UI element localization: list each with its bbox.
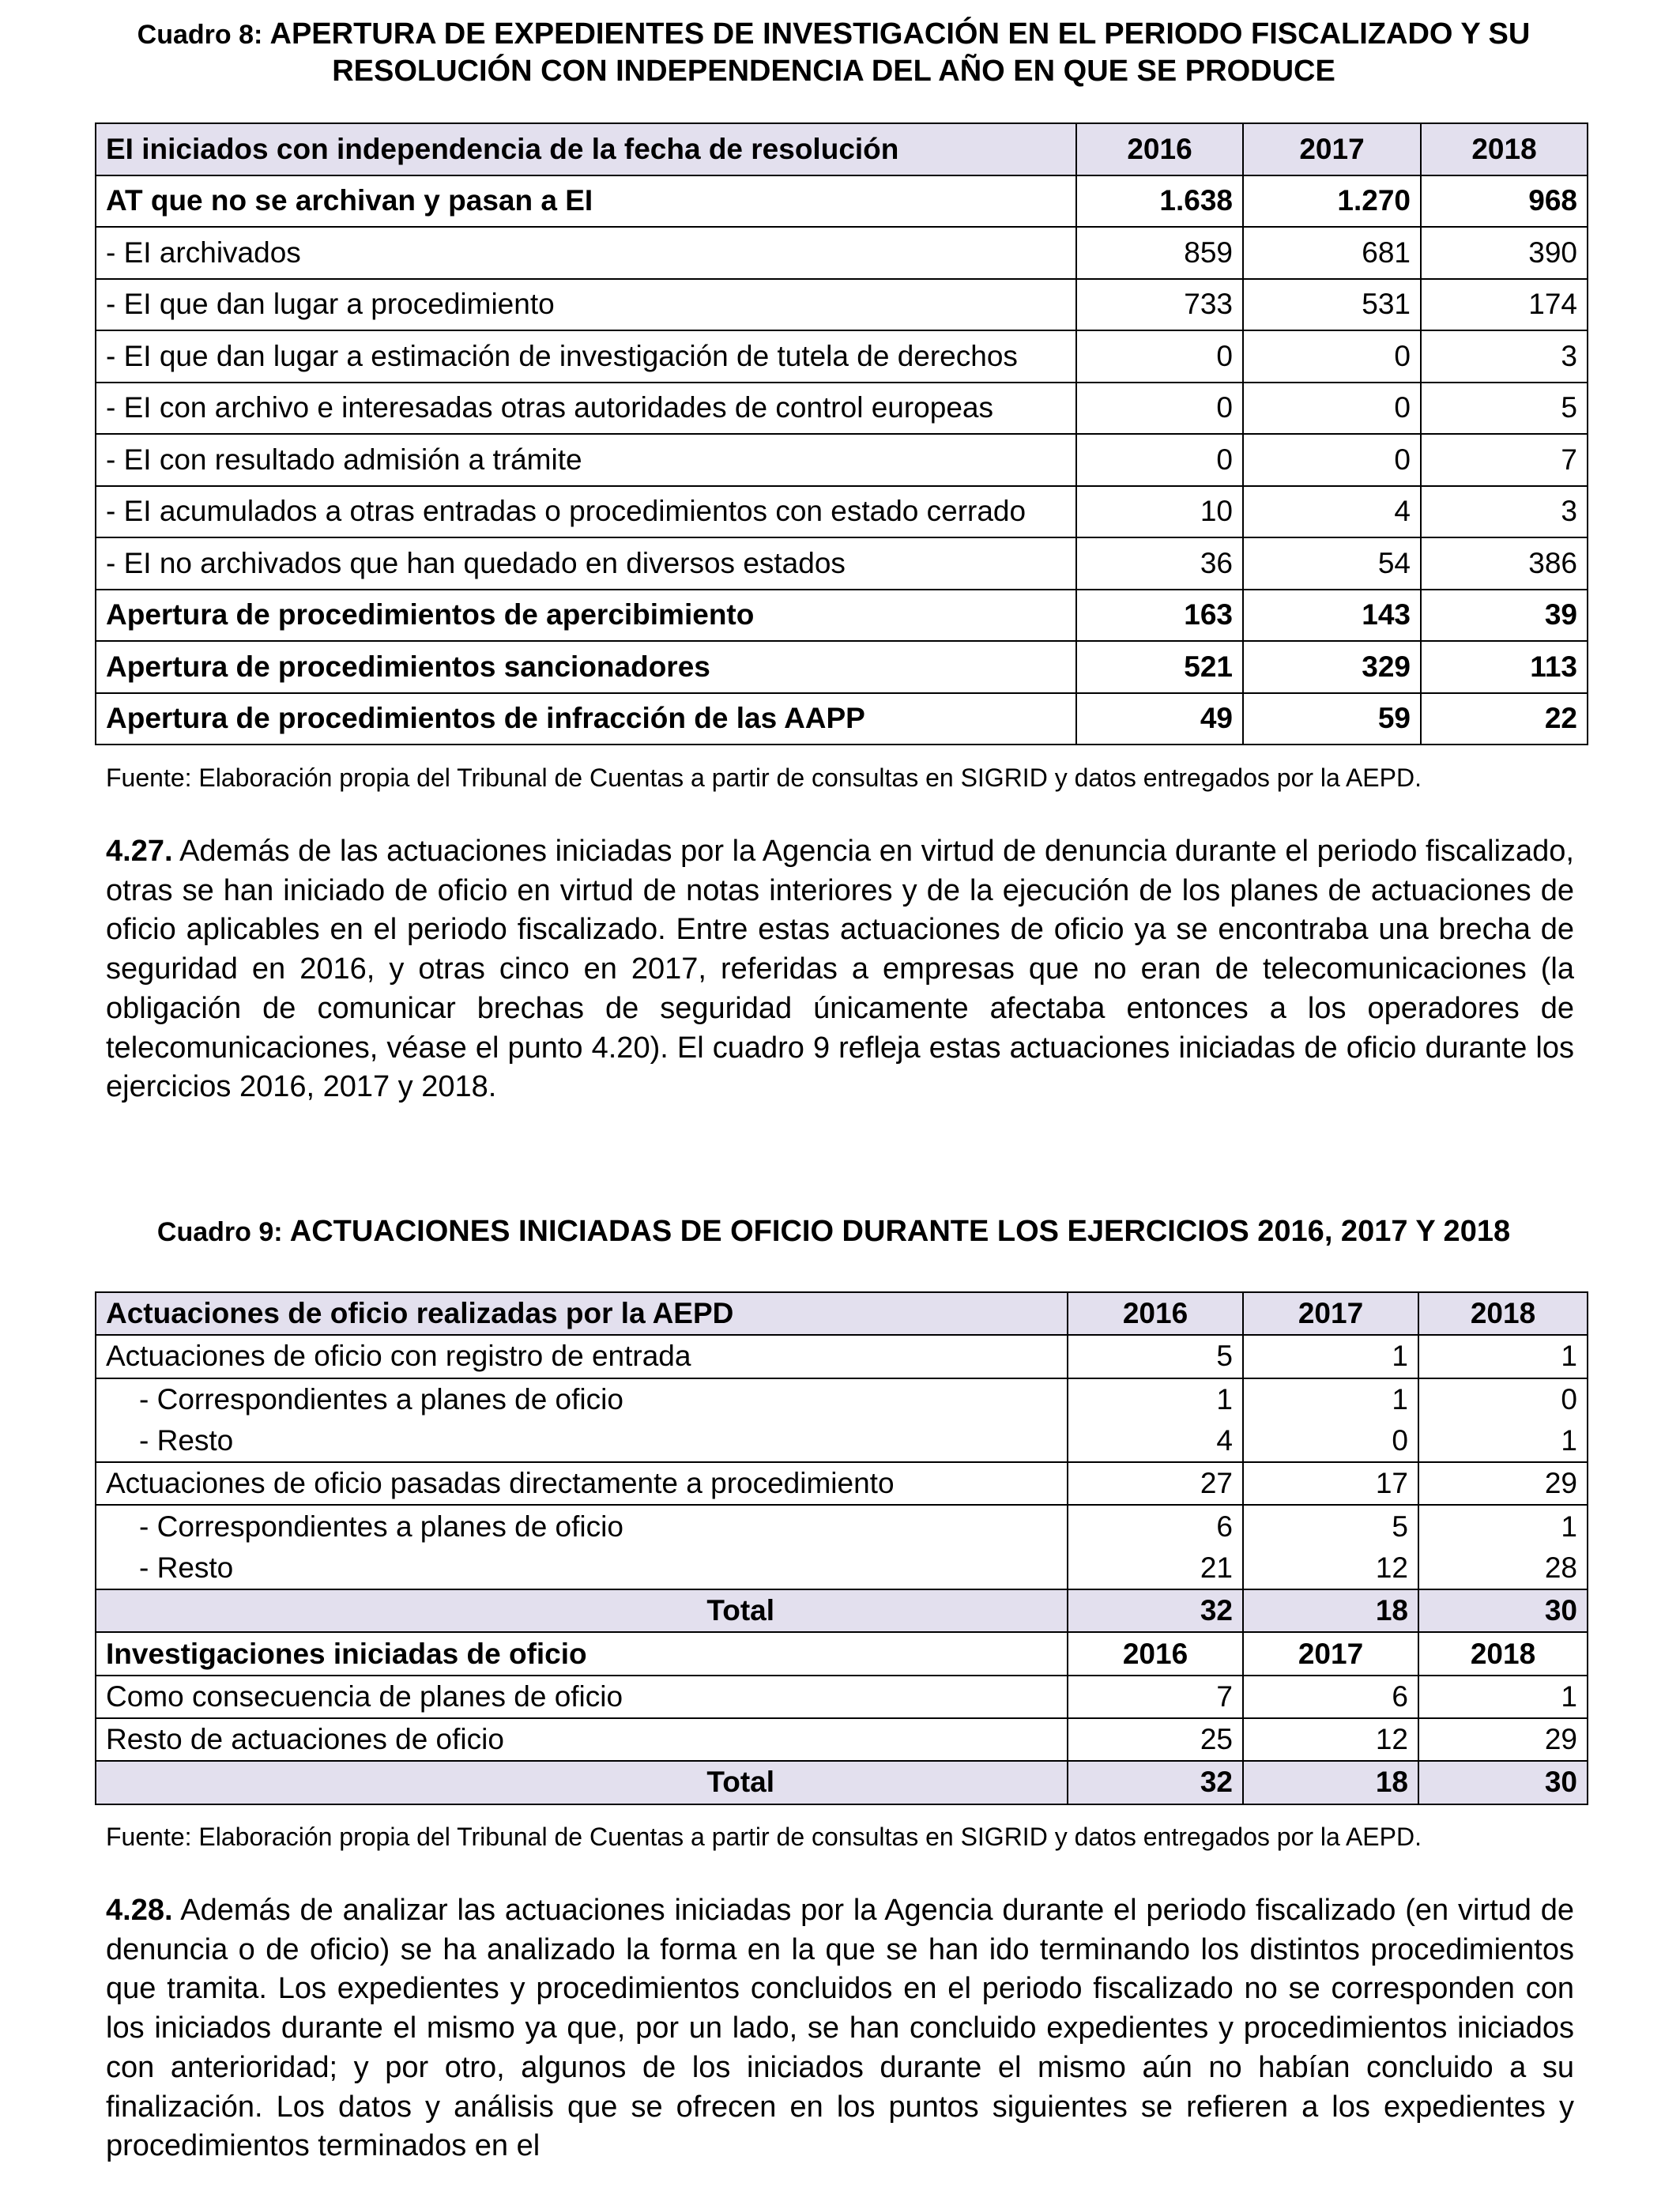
total-2017: 18 [1243,1589,1418,1632]
cell-2016: 4 [1068,1420,1243,1462]
section-header-2017: 2017 [1243,1632,1418,1675]
cell-2016: 10 [1076,486,1243,538]
table-row [96,590,1588,642]
cell-2018: 390 [1421,227,1588,279]
cell-2016: 0 [1076,434,1243,486]
cell-2018: 0 [1418,1378,1588,1420]
row-label: - EI con resultado admisión a trámite [96,434,1076,486]
row-label: - EI que dan lugar a procedimiento [96,279,1076,331]
cell-2018: 29 [1418,1462,1588,1505]
cell-2017: 59 [1243,693,1421,745]
cell-2016: 27 [1068,1462,1243,1505]
section-header-row [96,1632,1588,1675]
header-cell-2016: 2016 [1068,1292,1243,1335]
row-label: AT que no se archivan y pasan a EI [96,175,1076,228]
total-2016: 32 [1068,1589,1243,1632]
table-row [96,1547,1588,1589]
row-label: - Correspondientes a planes de oficio [96,1378,1068,1420]
cell-2016: 5 [1068,1335,1243,1378]
cuadro9-caption [71,1213,1596,1250]
row-label: - Resto [96,1547,1068,1589]
paragraph-number: 4.28. [106,1894,173,1927]
cell-2016: 1.638 [1076,175,1243,228]
cell-2017: 12 [1243,1718,1418,1761]
cuadro8-caption [71,16,1596,89]
cell-2017: 0 [1243,330,1421,383]
section-header-2018: 2018 [1418,1632,1588,1675]
cell-2018: 113 [1421,641,1588,693]
cuadro8-title-line1: APERTURA DE EXPEDIENTES DE INVESTIGACIÓN EN EL PERIODO FISCALIZADO Y SU [269,17,1531,51]
section-header-label: Investigaciones iniciadas de oficio [96,1632,1068,1675]
paragraph-number: 4.27. [106,835,173,868]
table-row [96,641,1588,693]
cell-2016: 0 [1076,383,1243,435]
total-label: Total [96,1761,1068,1804]
header-cell-2018: 2018 [1421,123,1588,175]
table-row [96,279,1588,331]
cell-2016: 859 [1076,227,1243,279]
cell-2016: 733 [1076,279,1243,331]
header-cell-concept: Actuaciones de oficio realizadas por la AEPD [96,1292,1068,1335]
cell-2018: 29 [1418,1718,1588,1761]
table-header-row [96,123,1588,175]
table-row [96,434,1588,486]
table-row [96,1335,1588,1378]
header-cell-2018: 2018 [1418,1292,1588,1335]
table-row [96,1718,1588,1761]
cuadro8-table [95,123,1588,745]
cell-2017: 6 [1243,1676,1418,1718]
row-label: - EI archivados [96,227,1076,279]
cell-2017: 681 [1243,227,1421,279]
table-row [96,227,1588,279]
cell-2017: 531 [1243,279,1421,331]
row-label: - EI que dan lugar a estimación de investigación de tutela de derechos [96,330,1076,383]
cell-2018: 3 [1421,330,1588,383]
paragraph-4-27 [106,832,1574,1107]
cell-2018: 1 [1418,1420,1588,1462]
cell-2017: 54 [1243,537,1421,590]
total-2018: 30 [1418,1761,1588,1804]
cell-2016: 7 [1068,1676,1243,1718]
table-header-row [96,1292,1588,1335]
table-row [96,1420,1588,1462]
row-label: Apertura de procedimientos de apercibimiento [96,590,1076,642]
cell-2018: 3 [1421,486,1588,538]
table-row [96,693,1588,745]
table-row [96,1462,1588,1505]
total-row [96,1589,1588,1632]
cell-2018: 968 [1421,175,1588,228]
total-2016: 32 [1068,1761,1243,1804]
cell-2016: 6 [1068,1505,1243,1547]
header-cell-2016: 2016 [1076,123,1243,175]
total-2017: 18 [1243,1761,1418,1804]
cuadro9-label: Cuadro 9: [156,1217,283,1247]
cuadro8-caption-line1 [71,16,1596,53]
section-header-2016: 2016 [1068,1632,1243,1675]
cuadro9-table [95,1291,1588,1805]
table-row [96,1505,1588,1547]
cell-2017: 17 [1243,1462,1418,1505]
cell-2017: 0 [1243,1420,1418,1462]
total-row [96,1761,1588,1804]
cell-2018: 5 [1421,383,1588,435]
cell-2016: 21 [1068,1547,1243,1589]
cuadro8-title-line2: RESOLUCIÓN CON INDEPENDENCIA DEL AÑO EN QUE SE PRODUCE [332,55,1335,88]
total-2018: 30 [1418,1589,1588,1632]
cell-2017: 0 [1243,383,1421,435]
cell-2018: 1 [1418,1335,1588,1378]
paragraph-text: Además de analizar las actuaciones iniciadas por la Agencia durante el periodo fiscalizado (en virtud de denuncia o de oficio) se ha analizado la forma en la que se han ido terminando los distintos procedimientos que tramita. Los expedientes y procedimientos concluidos en el periodo fiscalizado no se corresponden con los iniciados durante el mismo ya que, por un lado, se han concluido expedientes y procedimientos iniciados con anterioridad; y por otro, algunos de los iniciados durante el mismo aún no habían concluido a su finalización. Los datos y análisis que se ofrecen en los puntos siguientes se refieren a los expedientes y procedimientos terminados en el [106,1894,1575,2163]
paragraph-text: Además de las actuaciones iniciadas por la Agencia en virtud de denuncia durante el periodo fiscalizado, otras se han iniciado de oficio en virtud de notas interiores y de la ejecución de los planes de actuaciones de oficio aplicables en el periodo fiscalizado. Entre estas actuaciones de oficio ya se encontraba una brecha de seguridad en 2016, y otras cinco en 2017, referidas a empresas que no eran de telecomunicaciones (la obligación de comunicar brechas de seguridad únicamente afectaba entonces a los operadores de telecomunicaciones, véase el punto 4.20). El cuadro 9 refleja estas actuaciones iniciadas de oficio durante los ejercicios 2016, 2017 y 2018. [106,835,1574,1104]
cell-2018: 22 [1421,693,1588,745]
cell-2018: 28 [1418,1547,1588,1589]
row-label: Como consecuencia de planes de oficio [96,1676,1068,1718]
cell-2018: 174 [1421,279,1588,331]
cell-2017: 1 [1243,1378,1418,1420]
total-label: Total [96,1589,1068,1632]
cuadro8-label: Cuadro 8: [137,20,263,50]
table-row [96,537,1588,590]
cuadro9-source: Fuente: Elaboración propia del Tribunal de Cuentas a partir de consultas en SIGRID y datos entregados por la AEPD. [106,1823,1422,1851]
cuadro8-source: Fuente: Elaboración propia del Tribunal de Cuentas a partir de consultas en SIGRID y datos entregados por la AEPD. [106,763,1422,792]
row-label: Resto de actuaciones de oficio [96,1718,1068,1761]
table-row [96,1676,1588,1718]
row-label: Actuaciones de oficio con registro de entrada [96,1335,1068,1378]
cell-2017: 5 [1243,1505,1418,1547]
cell-2018: 39 [1421,590,1588,642]
row-label: - Resto [96,1420,1068,1462]
table-row [96,486,1588,538]
row-label: - EI acumulados a otras entradas o procedimientos con estado cerrado [96,486,1076,538]
cell-2016: 36 [1076,537,1243,590]
header-cell-concept: EI iniciados con independencia de la fecha de resolución [96,123,1076,175]
table-row [96,1378,1588,1420]
header-cell-2017: 2017 [1243,1292,1418,1335]
cell-2017: 12 [1243,1547,1418,1589]
row-label: Actuaciones de oficio pasadas directamente a procedimiento [96,1462,1068,1505]
cell-2016: 25 [1068,1718,1243,1761]
header-cell-2017: 2017 [1243,123,1421,175]
cell-2016: 0 [1076,330,1243,383]
cell-2017: 143 [1243,590,1421,642]
row-label: - EI no archivados que han quedado en diversos estados [96,537,1076,590]
row-label: - Correspondientes a planes de oficio [96,1505,1068,1547]
row-label: - EI con archivo e interesadas otras autoridades de control europeas [96,383,1076,435]
cell-2018: 1 [1418,1676,1588,1718]
cell-2018: 1 [1418,1505,1588,1547]
cell-2017: 4 [1243,486,1421,538]
cell-2016: 1 [1068,1378,1243,1420]
row-label: Apertura de procedimientos sancionadores [96,641,1076,693]
cell-2017: 0 [1243,434,1421,486]
paragraph-4-28 [106,1891,1574,2166]
cell-2016: 521 [1076,641,1243,693]
cell-2017: 1 [1243,1335,1418,1378]
cell-2016: 163 [1076,590,1243,642]
cell-2017: 329 [1243,641,1421,693]
table-row [96,383,1588,435]
cell-2018: 386 [1421,537,1588,590]
cell-2018: 7 [1421,434,1588,486]
cell-2017: 1.270 [1243,175,1421,228]
cuadro9-title: ACTUACIONES INICIADAS DE OFICIO DURANTE LOS EJERCICIOS 2016, 2017 Y 2018 [289,1215,1511,1248]
cell-2016: 49 [1076,693,1243,745]
table-row [96,330,1588,383]
row-label: Apertura de procedimientos de infracción de las AAPP [96,693,1076,745]
table-row [96,175,1588,228]
